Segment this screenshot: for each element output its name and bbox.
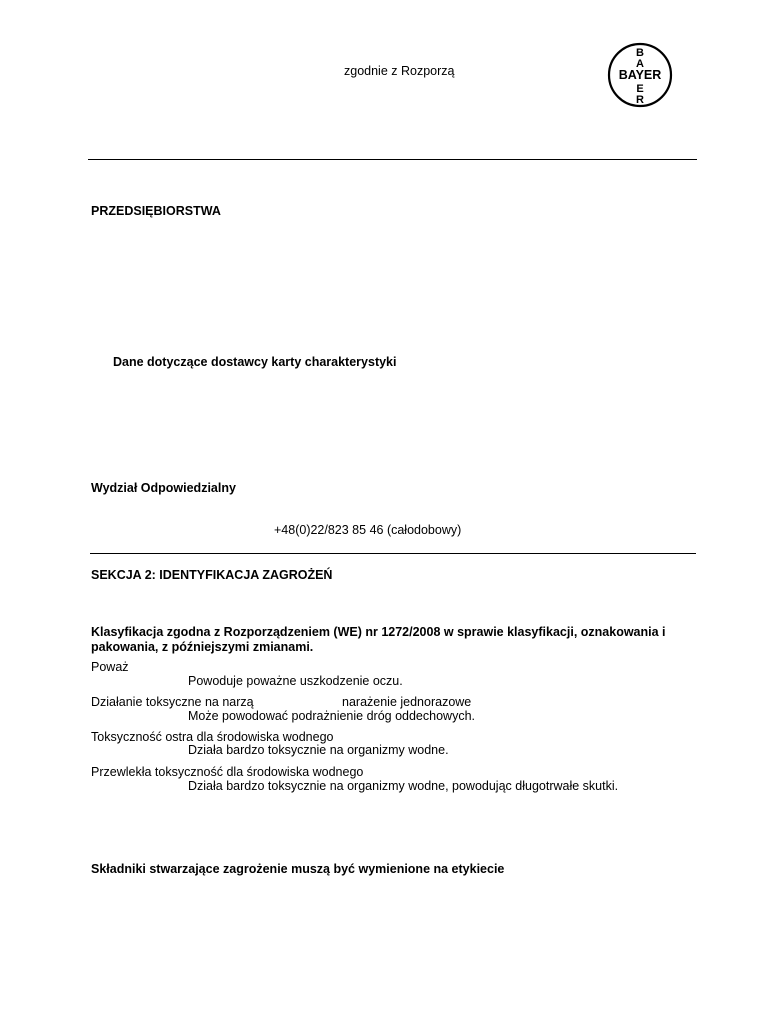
hazard-statement: Działa bardzo toksycznie na organizmy wodne. — [188, 743, 449, 757]
hazard-statement: Działa bardzo toksycznie na organizmy wodne, powodując długotrwałe skutki. — [188, 779, 619, 793]
logo-letter-b-top: B — [636, 47, 644, 59]
logo-letter-e-bottom: E — [636, 83, 644, 95]
section-divider — [90, 553, 696, 554]
hazard-statement: Może powodować podrażnienie dróg oddechowych. — [188, 709, 475, 723]
hazard-category: Przewlekła toksyczność dla środowiska wodnego — [91, 765, 364, 779]
logo-letter-a-top: A — [636, 58, 644, 70]
company-heading: PRZEDSIĘBIORSTWA — [91, 204, 221, 218]
responsible-department-label: Wydział Odpowiedzialny — [91, 481, 236, 495]
classification-heading: Klasyfikacja zgodna z Rozporządzeniem (WE) nr 1272/2008 w sprawie klasyfikacji, oznakowania i pakowania, z późniejszymi zmianami. — [91, 625, 666, 654]
logo-horizontal-word: BAYER — [618, 68, 662, 82]
supplier-details-label: Dane dotyczące dostawcy karty charakterystyki — [113, 355, 397, 369]
bayer-logo — [607, 42, 673, 108]
section2-heading: SEKCJA 2: IDENTYFIKACJA ZAGROŻEŃ — [91, 568, 333, 582]
regulation-text: zgodnie z Rozporzą — [344, 64, 455, 78]
hazard-category: Toksyczność ostra dla środowiska wodnego — [91, 730, 334, 744]
emergency-phone: +48(0)22/823 85 46 (całodobowy) — [274, 523, 462, 537]
hazard-category: Poważ — [91, 660, 129, 674]
logo-letter-r-bottom: R — [636, 94, 644, 106]
hazard-statement: Powoduje poważne uszkodzenie oczu. — [188, 674, 403, 688]
header-divider — [88, 159, 697, 160]
hazard-category: Działanie toksyczne na narzą — [91, 695, 254, 709]
hazard-category-extra: narażenie jednorazowe — [342, 695, 472, 709]
label-components-heading: Składniki stwarzające zagrożenie muszą być wymienione na etykiecie — [91, 862, 505, 876]
